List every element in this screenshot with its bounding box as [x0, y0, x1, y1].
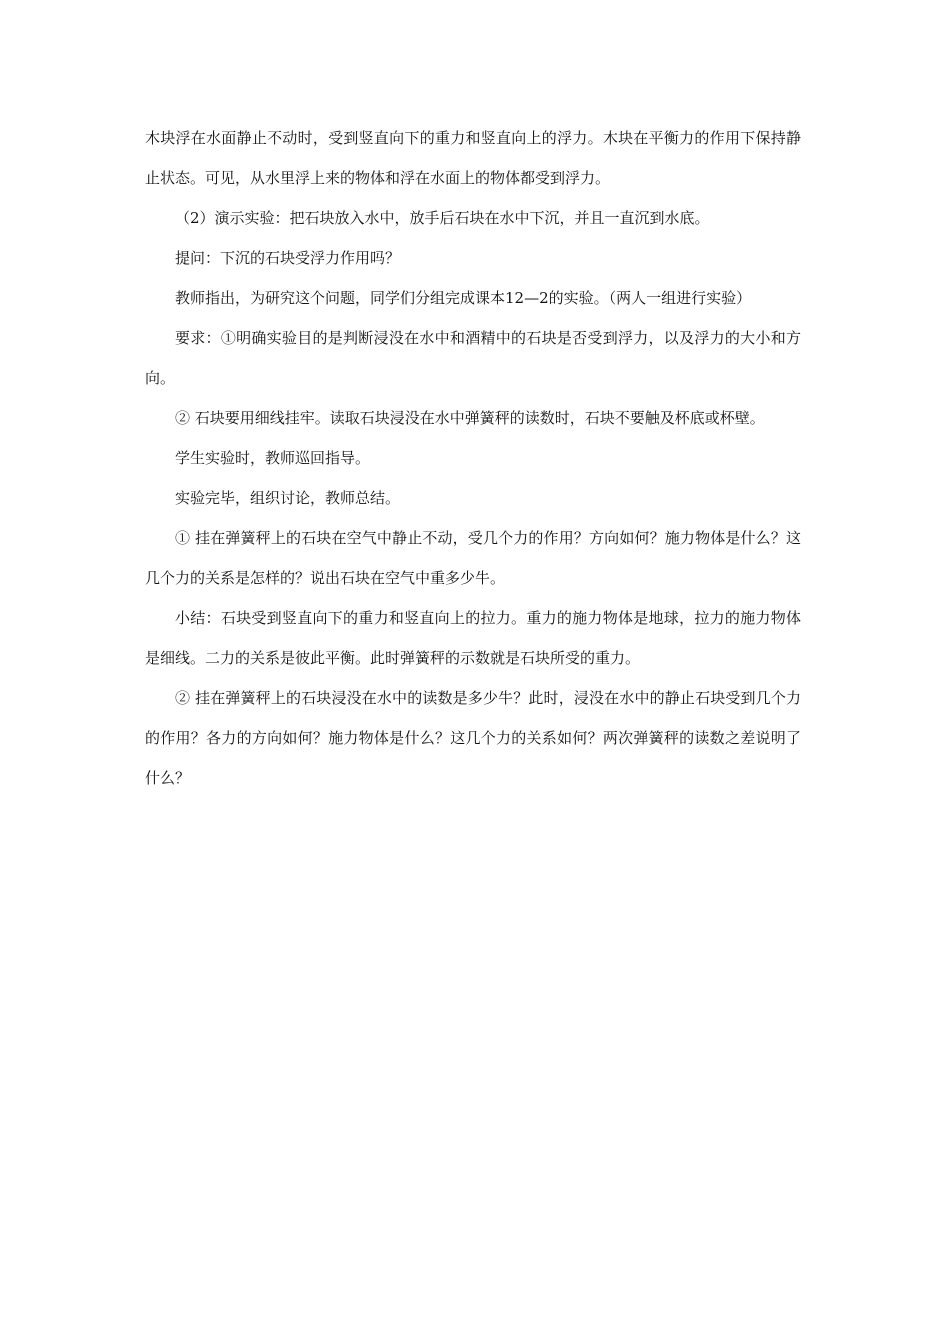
- paragraph-requirement-2: ② 石块要用细线挂牢。读取石块浸没在水中弹簧秤的读数时，石块不要触及杯底或杯壁。: [175, 409, 765, 427]
- paragraph-summary: 小结：石块受到竖直向下的重力和竖直向上的拉力。重力的施力物体是地球，拉力的施力物体是细线。二力的关系是彼此平衡。此时弹簧秤的示数就是石块所受的重力。: [145, 609, 801, 667]
- paragraph-question: 提问：下沉的石块受浮力作用吗？: [175, 249, 401, 267]
- paragraph-question-water: ② 挂在弹簧秤上的石块浸没在水中的读数是多少牛？此时，浸没在水中的静止石块受到几个力的作用？各力的方向如何？施力物体是什么？这几个力的关系如何？两次弹簧秤的读数之差说明了什么？: [145, 689, 801, 787]
- paragraph-student-experiment: 学生实验时，教师巡回指导。: [175, 449, 371, 467]
- paragraph-demo-experiment: （2）演示实验：把石块放入水中，放手后石块在水中下沉，并且一直沉到水底。: [175, 209, 710, 227]
- paragraph-question-air: ① 挂在弹簧秤上的石块在空气中静止不动，受几个力的作用？方向如何？施力物体是什么？这几个力的关系是怎样的？说出石块在空气中重多少牛。: [145, 529, 801, 587]
- paragraph-wood-floating: 木块浮在水面静止不动时，受到竖直向下的重力和竖直向上的浮力。木块在平衡力的作用下保持静止状态。可见，从水里浮上来的物体和浮在水面上的物体都受到浮力。: [145, 129, 801, 187]
- paragraph-discussion: 实验完毕，组织讨论，教师总结。: [175, 489, 401, 507]
- document-body: [145, 118, 801, 798]
- paragraph-requirement-1: 要求：①明确实验目的是判断浸没在水中和酒精中的石块是否受到浮力，以及浮力的大小和方向。: [145, 329, 801, 387]
- paragraph-teacher-points: 教师指出，为研究这个问题，同学们分组完成课本12—2的实验。（两人一组进行实验）: [175, 289, 752, 307]
